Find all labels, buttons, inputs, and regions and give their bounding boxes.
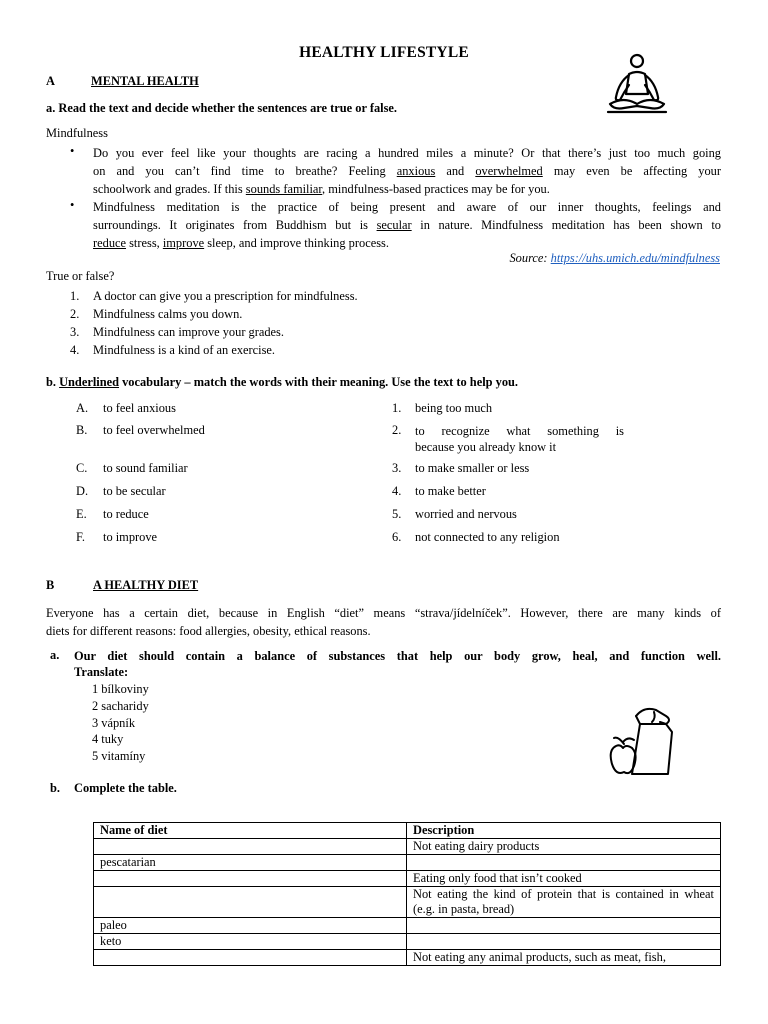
paragraph-line: surroundings. It originates from Buddhism but is secular in nature. Mindfulness meditation has been shown to [93,218,721,232]
table-header-cell: Name of diet [94,823,407,839]
diet-task-b: Complete the table. [74,781,177,795]
diet-table [93,822,721,966]
paragraph-line: Mindfulness meditation is the practice of being present and aware of our inner thoughts, feelings and [93,200,721,214]
bullet-paragraph-1 [93,144,721,198]
match-right-1: 1. being too much [392,401,493,415]
list-item: 3 vápník [92,715,136,730]
table-cell[interactable] [94,950,407,966]
section-a-heading: MENTAL HEALTH [91,74,199,88]
table-row [94,839,721,855]
table-cell: Not eating any animal products, such as meat, fish, [407,950,721,966]
bullet-dot: • [70,198,75,212]
diet-task-b-number: b. [50,781,60,795]
translate-list [92,681,149,765]
bullet-paragraph-2 [93,198,721,252]
table-cell[interactable] [94,839,407,855]
lunch-bag-apple-icon [606,702,678,778]
page-title: HEALTHY LIFESTYLE [299,44,469,61]
match-right-2: 2. to recognize what something is because you already know it [392,423,624,454]
table-row [94,887,721,918]
list-item: 4. Mindfulness is a kind of an exercise. [70,343,276,357]
list-item: 5 vitamíny [92,749,146,764]
table-cell[interactable] [407,855,721,871]
table-cell[interactable] [94,871,407,887]
match-right-3: 3. to make smaller or less [392,461,530,475]
paragraph-line: diets for different reasons: food allergies, obesity, ethical reasons. [46,624,371,638]
task-a-instruction: a. Read the text and decide whether the sentences are true or false. [46,101,398,115]
table-row [94,934,721,950]
diet-task-a: Our diet should contain a balance of substances that help our body grow, heal, and function well. Translate: [74,649,721,679]
table-header-cell: Description [407,823,721,839]
mindfulness-subheading: Mindfulness [46,126,108,140]
match-left-d: D. to be secular [76,484,166,498]
list-item: 1 bílkoviny [92,682,149,696]
diet-intro [46,604,721,640]
paragraph-line: Do you ever feel like your thoughts are racing a hundred miles a minute? Or that there’s just too much going [93,146,721,160]
match-left-b: B. to feel overwhelmed [76,423,205,437]
task-b-instruction: b. Underlined vocabulary – match the words with their meaning. Use the text to help you. [46,375,519,389]
source-link[interactable]: https://uhs.umich.edu/mindfulness [550,251,720,265]
paragraph-line: Everyone has a certain diet, because in English “diet” means “strava/jídelníček”. However, there are many kinds of [46,606,721,620]
match-left-a: A. to feel anxious [76,401,176,415]
match-left-c: C. to sound familiar [76,461,188,475]
vocab-secular: secular [376,218,412,232]
table-cell: keto [94,934,407,950]
list-item: 1. A doctor can give you a prescription for mindfulness. [70,289,358,303]
match-right-5: 5. worried and nervous [392,507,517,521]
table-cell: Eating only food that isn’t cooked [407,871,721,887]
vocab-reduce: reduce [93,236,127,250]
source-line: Source: https://uhs.umich.edu/mindfulness [509,251,720,265]
list-item: 2. Mindfulness calms you down. [70,307,243,321]
table-row [94,918,721,934]
table-cell: Not eating the kind of protein that is contained in wheat (e.g. in pasta, bread) [407,887,721,918]
list-item: 4 tuky [92,732,124,747]
vocab-anxious: anxious [396,164,436,178]
tf-list [70,287,358,359]
table-row [94,855,721,871]
table-cell[interactable] [407,918,721,934]
vocab-sounds-familiar: sounds familiar [245,182,323,196]
section-b-letter: B [46,578,55,592]
table-cell[interactable] [407,934,721,950]
vocab-improve: improve [162,236,205,250]
match-left-e: E. to reduce [76,507,149,521]
paragraph-line: on and you can’t find time to breathe? Feeling anxious and overwhelmed may even be affecting your [93,164,722,178]
list-item: 3. Mindfulness can improve your grades. [70,325,284,339]
table-row [94,950,721,966]
table-cell[interactable] [94,887,407,918]
section-b-heading: A HEALTHY DIET [93,578,199,592]
table-cell: paleo [94,918,407,934]
bullet-dot: • [70,144,75,158]
match-right-6: 6. not connected to any religion [392,530,560,544]
meditation-icon [604,52,670,116]
true-false-heading: True or false? [46,269,115,283]
match-left-f: F. to improve [76,530,158,544]
vocab-overwhelmed: overwhelmed [475,164,543,178]
table-cell: Not eating dairy products [407,839,721,855]
table-header-row [94,823,721,839]
paragraph-line: reduce stress, improve sleep, and improve thinking process. [93,236,389,250]
match-right-4: 4. to make better [392,484,486,498]
table-cell: pescatarian [94,855,407,871]
diet-task-a-number: a. [50,648,60,662]
list-item: 2 sacharidy [92,698,149,713]
section-a-letter: A [46,74,55,88]
table-row [94,871,721,887]
paragraph-line: schoolwork and grades. If this sounds familiar, mindfulness-based practices may be for you. [93,182,550,196]
